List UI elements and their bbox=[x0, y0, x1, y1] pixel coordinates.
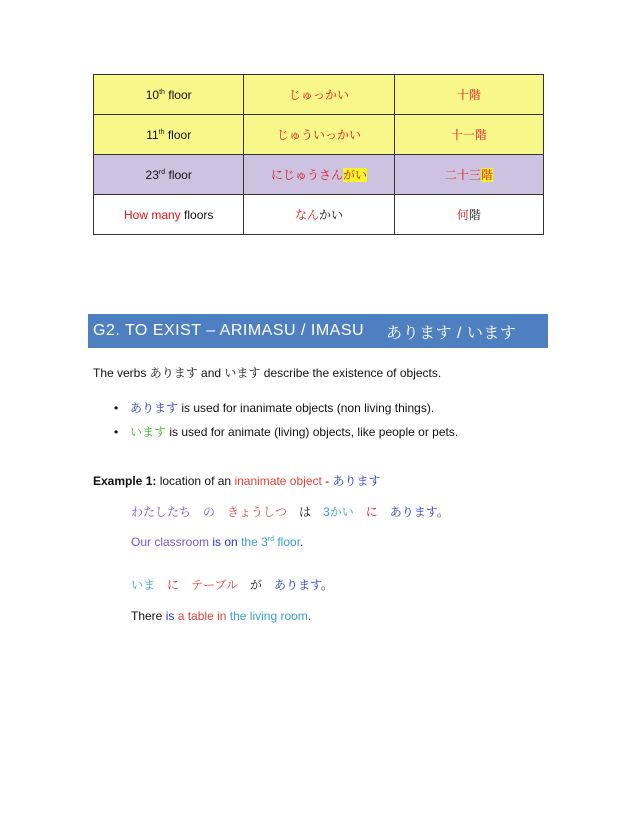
heading-japanese: あります / います bbox=[386, 324, 517, 342]
bullet-icon: • bbox=[114, 401, 119, 415]
kanji-cell: 二十三階 bbox=[394, 155, 543, 195]
example-sentence: わたしたち の きょうしつ は 3かい に あります。 bbox=[131, 505, 449, 519]
bullet-item: • います is used for animate (living) objects, like people or pets. bbox=[114, 425, 459, 439]
english-cell: 11th floor bbox=[94, 115, 244, 155]
example-heading: Example 1: location of an inanimate object - あります bbox=[93, 474, 381, 488]
kana-cell: じゅっかい bbox=[244, 75, 394, 115]
section-heading bbox=[88, 314, 548, 348]
english-cell: How many floors bbox=[94, 195, 244, 235]
heading-english: G2. TO EXIST – ARIMASU / IMASU bbox=[93, 322, 365, 339]
example-sentence: いま に テーブル が あります。 bbox=[131, 578, 334, 592]
kanji-cell: 十一階 bbox=[394, 115, 543, 155]
table-row bbox=[94, 195, 544, 235]
bullet-item: • あります is used for inanimate objects (non living things). bbox=[114, 401, 435, 415]
kanji-cell: 十階 bbox=[394, 75, 543, 115]
kana-cell: にじゅうさんがい bbox=[244, 155, 394, 195]
table-row bbox=[94, 75, 544, 115]
english-cell: 10th floor bbox=[94, 75, 244, 115]
kana-cell: なんかい bbox=[244, 195, 394, 235]
intro-paragraph: The verbs あります and います describe the existence of objects. bbox=[93, 366, 442, 380]
kana-cell: じゅういっかい bbox=[244, 115, 394, 155]
example-translation: There is a table in the living room. bbox=[131, 609, 312, 623]
table-row bbox=[94, 115, 544, 155]
bullet-icon: • bbox=[114, 425, 119, 439]
english-cell: 23rd floor bbox=[94, 155, 244, 195]
example-translation: Our classroom is on the 3rd floor. bbox=[131, 535, 304, 549]
kanji-cell: 何階 bbox=[394, 195, 543, 235]
floor-table bbox=[93, 74, 544, 235]
table-row bbox=[94, 155, 544, 195]
